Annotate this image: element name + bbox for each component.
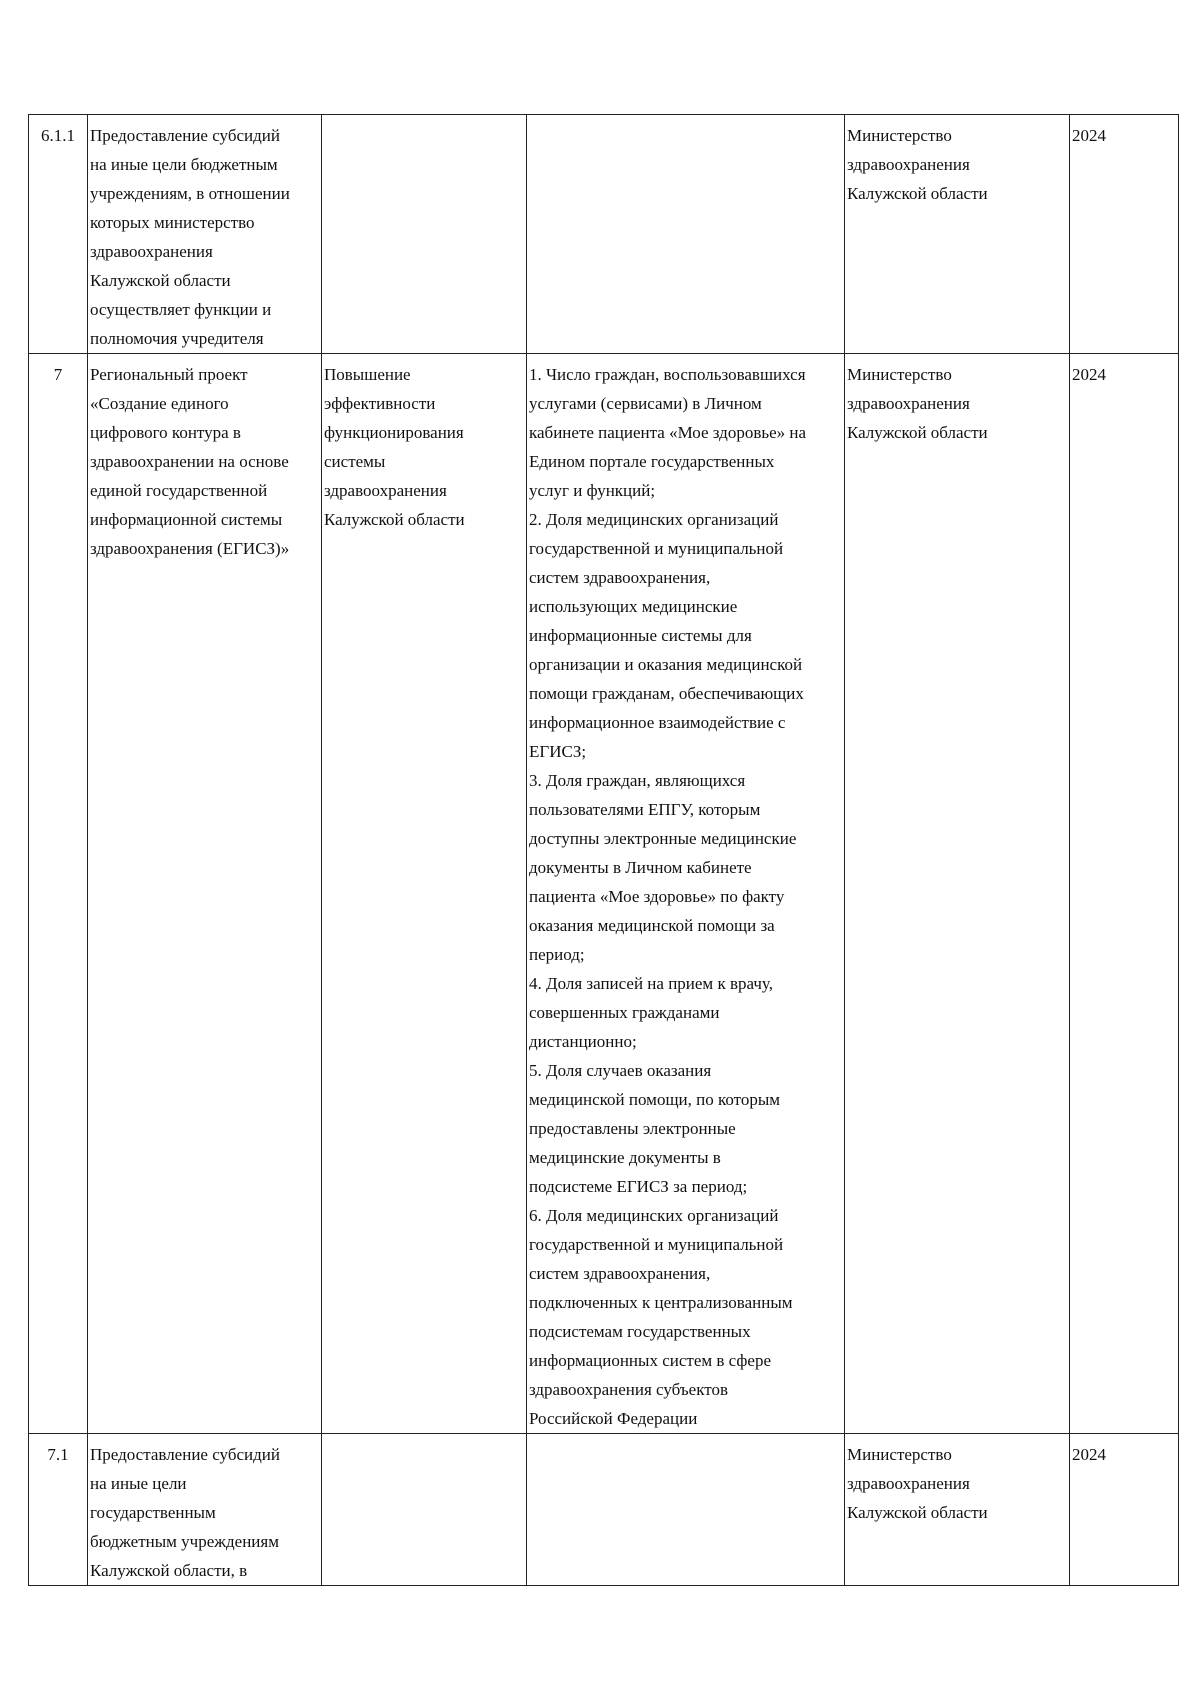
row-number: 6.1.1 — [29, 115, 88, 354]
year-cell: 2024 — [1070, 354, 1179, 1434]
table-row — [29, 354, 1179, 1434]
executor-cell: Министерство здравоохранения Калужской области — [845, 354, 1070, 1434]
indicators-cell — [527, 115, 845, 354]
indicators-cell — [527, 1434, 845, 1586]
task-cell: Повышение эффективности функционирования системы здравоохранения Калужской области — [322, 354, 527, 1434]
year-cell: 2024 — [1070, 115, 1179, 354]
indicators-cell: 1. Число граждан, воспользовавшихся услугами (сервисами) в Личном кабинете пациента «Мое здоровье» на Едином портале государственных услуг и функций; 2. Доля медицинских организаций государственной и муниципальной систем здравоохранения, использующих медицинские информационные системы для организации и оказания медицинской помощи гражданам, обеспечивающих информационное взаимодействие с ЕГИСЗ; 3. Доля граждан, являющихся пользователями ЕПГУ, которым доступны электронные медицинские документы в Личном кабинете пациента «Мое здоровье» по факту оказания медицинской помощи за период; 4. Доля записей на прием к врачу, совершенных гражданами дистанционно; 5. Доля случаев оказания медицинской помощи, по которым предоставлены электронные медицинские документы в подсистеме ЕГИСЗ за период; 6. Доля медицинских организаций государственной и муниципальной систем здравоохранения, подключенных к централизованным подсистемам государственных информационных систем в сфере здравоохранения субъектов Российской Федерации — [527, 354, 845, 1434]
year-cell: 2024 — [1070, 1434, 1179, 1586]
event-name-cell: Предоставление субсидий на иные цели бюджетным учреждениям, в отношении которых министерство здравоохранения Калужской области осуществляет функции и полномочия учредителя — [88, 115, 322, 354]
executor-cell: Министерство здравоохранения Калужской области — [845, 1434, 1070, 1586]
table-row — [29, 1434, 1179, 1586]
row-number: 7.1 — [29, 1434, 88, 1586]
row-number: 7 — [29, 354, 88, 1434]
event-name-cell: Предоставление субсидий на иные цели государственным бюджетным учреждениям Калужской области, в — [88, 1434, 322, 1586]
task-cell — [322, 115, 527, 354]
program-table — [28, 114, 1179, 1586]
executor-cell: Министерство здравоохранения Калужской области — [845, 115, 1070, 354]
table-row — [29, 115, 1179, 354]
task-cell — [322, 1434, 527, 1586]
event-name-cell: Региональный проект «Создание единого цифрового контура в здравоохранении на основе единой государственной информационной системы здравоохранения (ЕГИСЗ)» — [88, 354, 322, 1434]
